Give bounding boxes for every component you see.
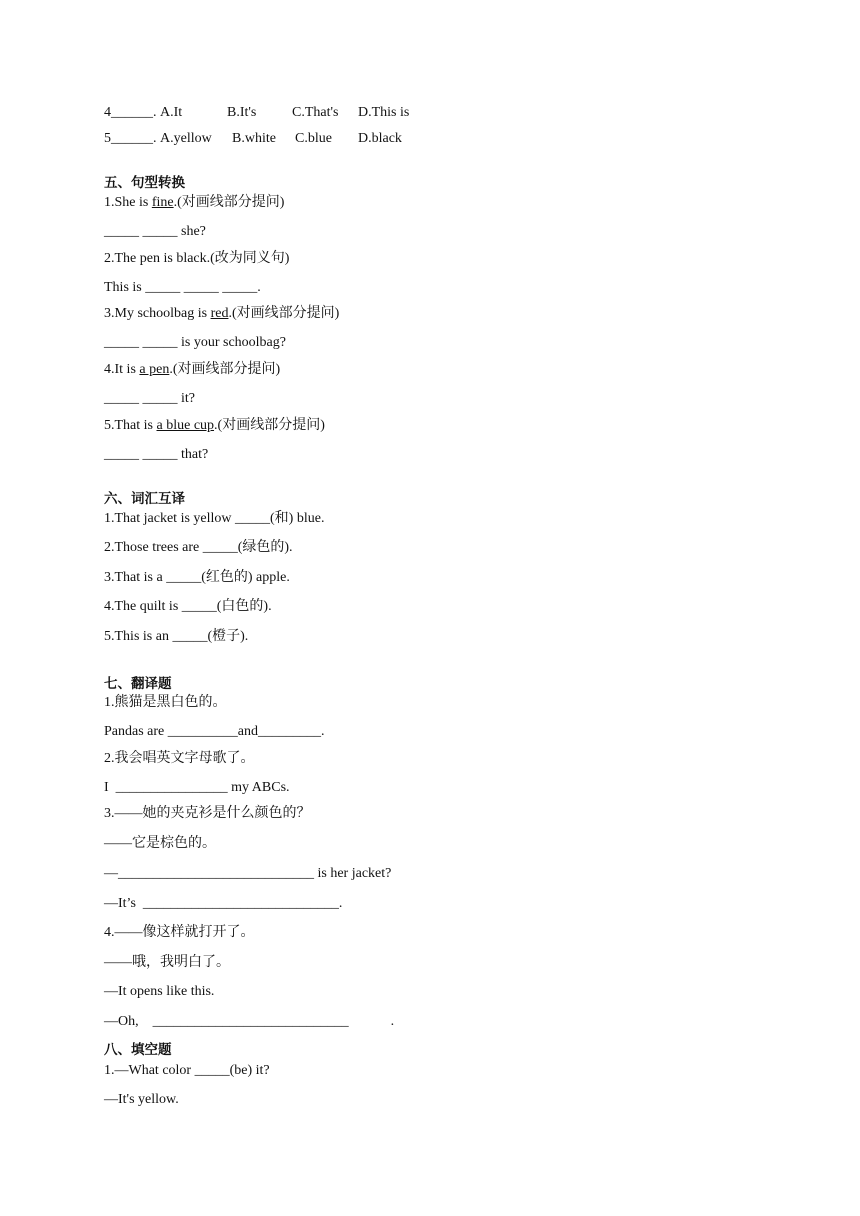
s5-q2: 2.The pen is black.(改为同义句) [104, 251, 290, 266]
s7-q2: 2.我会唱英文字母歌了。 [104, 751, 255, 766]
s6-item-1: 1.That jacket is yellow _____(和) blue. [104, 511, 325, 526]
choice-q5-option-a: A.yellow [160, 131, 212, 146]
s7-q1-answer: Pandas are __________and_________. [104, 724, 325, 739]
choice-q5-option-b: B.white [232, 131, 276, 146]
s7-q4-reply: ——哦，我明白了。 [104, 955, 230, 970]
s5-q5: 5.That is a blue cup.(对画线部分提问) [104, 418, 325, 433]
s8-q1-answer: —It's yellow. [104, 1092, 179, 1107]
s7-q4-answer-2: —Oh, ____________________________ . [104, 1014, 395, 1029]
s5-q1: 1.She is fine.(对画线部分提问) [104, 195, 285, 210]
choice-q5-option-c: C.blue [295, 131, 332, 146]
choice-q4-option-c: C.That's [292, 105, 339, 120]
choice-q4-number: 4______. [104, 105, 157, 120]
s5-q3: 3.My schoolbag is red.(对画线部分提问) [104, 306, 340, 321]
s7-q3-reply: ——它是棕色的。 [104, 836, 216, 851]
s7-q3: 3.——她的夹克衫是什么颜色的？ [104, 806, 311, 821]
choice-q5-option-d: D.black [358, 131, 402, 146]
underlined-word: red [210, 306, 229, 321]
section-6-title: 六、词汇互译 [104, 491, 185, 507]
section-5-title: 五、句型转换 [104, 175, 185, 191]
choice-q4-option-b: B.It's [227, 105, 257, 120]
s6-item-4: 4.The quilt is _____(白色的). [104, 599, 272, 614]
s6-item-5: 5.This is an _____(橙子). [104, 629, 249, 644]
s7-q3-answer-2: —It’s ____________________________. [104, 896, 343, 911]
s6-item-2: 2.Those trees are _____(绿色的). [104, 540, 293, 555]
s5-q4: 4.It is a pen.(对画线部分提问) [104, 362, 281, 377]
choice-q5-number: 5______. [104, 131, 157, 146]
s7-q4: 4.——像这样就打开了。 [104, 925, 255, 940]
s7-q4-answer-1: —It opens like this. [104, 984, 215, 999]
underlined-word: a pen [139, 362, 170, 377]
s7-q1: 1.熊猫是黑白色的。 [104, 695, 227, 710]
underlined-word: fine [151, 195, 174, 210]
s5-q4-answer: _____ _____ it? [104, 391, 195, 406]
s5-q1-answer: _____ _____ she? [104, 224, 206, 239]
section-7-title: 七、翻译题 [104, 676, 172, 692]
s5-q5-answer: _____ _____ that? [104, 447, 209, 462]
s7-q3-answer-1: —____________________________ is her jacket? [104, 866, 392, 881]
s5-q2-answer: This is _____ _____ _____. [104, 280, 261, 295]
s5-q3-answer: _____ _____ is your schoolbag? [104, 335, 286, 350]
s6-item-3: 3.That is a _____(红色的) apple. [104, 570, 290, 585]
section-8-title: 八、填空题 [104, 1042, 172, 1058]
s8-q1: 1.—What color _____(be) it? [104, 1063, 270, 1078]
s7-q2-answer: I ________________ my ABCs. [104, 780, 290, 795]
choice-q4-option-d: D.This is [358, 105, 410, 120]
underlined-word: a blue cup [156, 418, 215, 433]
choice-q4-option-a: A.It [160, 105, 183, 120]
